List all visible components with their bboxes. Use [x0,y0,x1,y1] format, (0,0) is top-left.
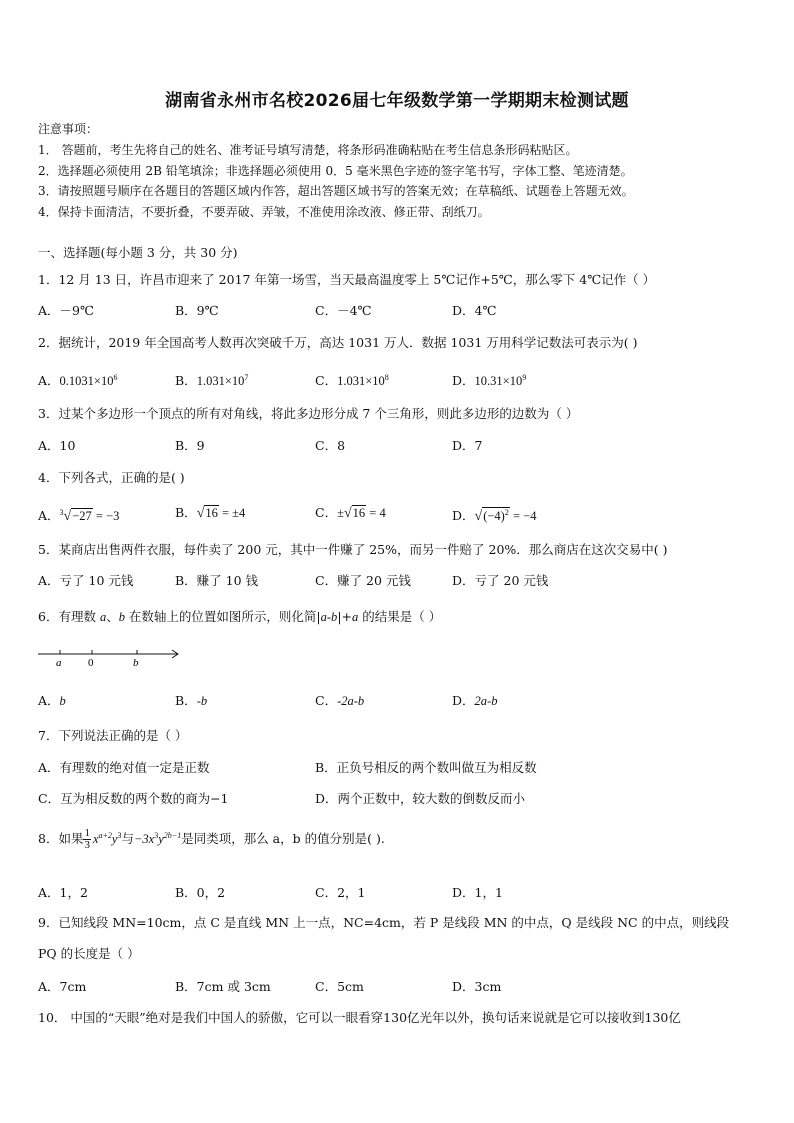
q5-option-a: A．亏了 10 元钱 [38,573,134,588]
question-9-line-2: PQ 的长度是（ ） [38,946,140,961]
q9-option-b: B．7cm 或 3cm [175,979,271,994]
question-1: 1．12 月 13 日，许昌市迎来了 2017 年第一场雪，当天最高温度零上 5℃记作+5℃，那么零下 4℃记作（ ） [38,272,656,287]
q5-option-c: C．赚了 20 元钱 [315,573,411,588]
question-2: 2．据统计，2019 年全国高考人数再次突破千万，高达 1031 万人．数据 1031 万用科学记数法可表示为( ) [38,335,638,350]
q4-option-a: A．$^3$√−27 = −3 [38,508,120,524]
q3-option-a: A．10 [38,438,76,453]
q6-option-b: B．-b [175,693,208,708]
q1-option-d: D．4℃ [452,303,497,318]
q6-option-a: A．b [38,693,66,708]
question-5: 5．某商店出售两件衣服，每件卖了 200 元，其中一件赚了 25%，而另一件赔了 20%．那么商店在这次交易中( ) [38,542,668,557]
q5-option-b: B．赚了 10 钱 [175,573,259,588]
q6-option-d: D．2a-b [452,693,498,708]
section-heading: 一、选择题(每小题 3 分，共 30 分) [38,245,238,260]
q4-option-c: C．±√16 = 4 [315,505,386,521]
q2-option-c: C．$1.031\times 10^8$ [315,373,389,388]
q3-option-d: D．7 [452,438,483,453]
q2-option-a: A．$0.1031\times 10^6$ [38,373,118,388]
notice-item-3: 3．请按照题号顺序在各题目的答题区域内作答，超出答题区域书写的答案无效；在草稿纸、试题卷上答题无效。 [38,184,634,198]
q9-option-c: C．5cm [315,979,364,994]
q5-option-d: D．亏了 20 元钱 [452,573,549,588]
q8-option-d: D．1，1 [452,885,503,900]
q2-option-d: D．$10.31\times 10^9$ [452,373,527,388]
notice-item-2: 2．选择题必须使用 2B 铅笔填涂；非选择题必须使用 0．5 毫米黑色字迹的签字笔书写，字体工整、笔迹清楚。 [38,164,633,178]
q4-option-b: B．√16 = ±4 [175,505,246,521]
q3-option-c: C．8 [315,438,346,453]
q1-option-b: B．9℃ [175,303,219,318]
q1-option-a: A．－9℃ [38,303,94,318]
q8-option-b: B．0，2 [175,885,226,900]
q2-option-b: B．$1.031\times 10^7$ [175,373,249,388]
axis-label-b: b [133,657,139,669]
notice-item-4: 4．保持卡面清洁，不要折叠，不要弄破、弄皱，不准使用涂改液、修正带、刮纸刀。 [38,205,490,219]
question-9-line-1: 9．已知线段 MN=10cm，点 C 是直线 MN 上一点，NC=4cm，若 P 是线段 MN 的中点，Q 是线段 NC 的中点，则线段 [38,915,730,930]
root-index: 3 [59,508,64,517]
number-line-figure [36,645,186,671]
q6-option-c: C．-2a-b [315,693,365,708]
question-3: 3．过某个多边形一个顶点的所有对角线，将此多边形分成 7 个三角形，则此多边形的边数为（ ） [38,406,579,421]
q1-option-c: C．－4℃ [315,303,372,318]
q3-option-b: B．9 [175,438,205,453]
q7-option-a: A．有理数的绝对值一定是正数 [38,760,210,775]
q4-option-d: D．$√(-4)^2 = -4$ [452,508,537,524]
notice-heading: 注意事项： [38,122,99,136]
q9-option-a: A．7cm [38,979,87,994]
question-8: 8．如果 $\frac{1}{3}$ $x^{a+2}y^3$与$-3x^3y^{2b-1}$是同类项，那么 a，b 的值分别是( ). [38,827,385,851]
q8-option-a: A．1，2 [38,885,88,900]
page-title: 湖南省永州市名校2026届七年级数学第一学期期末检测试题 [165,91,629,111]
q8-option-c: C．2，1 [315,885,366,900]
question-7: 7．下列说法正确的是（ ） [38,728,188,743]
question-10: 10． 中国的“天眼”绝对是我们中国人的骄傲，它可以一眼看穿130亿光年以外，换句话来说就是它可以接收到130亿 [38,1010,681,1025]
axis-label-a: a [56,657,62,669]
fraction: $\frac{1}{3}$ [84,827,90,851]
notice-item-1: 1． 答题前，考生先将自己的姓名、准考证号填写清楚，将条形码准确粘贴在考生信息条形码粘贴区。 [38,143,578,157]
question-4: 4．下列各式，正确的是( ) [38,470,185,485]
q7-option-b: B．正负号相反的两个数叫做互为相反数 [315,760,537,775]
question-6: 6．有理数 a、b 在数轴上的位置如图所示，则化简|a-b|+a 的结果是（ ） [38,609,442,624]
q7-option-c: C．互为相反数的两个数的商为−1 [38,791,229,806]
axis-label-0: 0 [88,657,94,669]
q9-option-d: D．3cm [452,979,502,994]
q7-option-d: D．两个正数中，较大数的倒数反而小 [315,791,526,806]
